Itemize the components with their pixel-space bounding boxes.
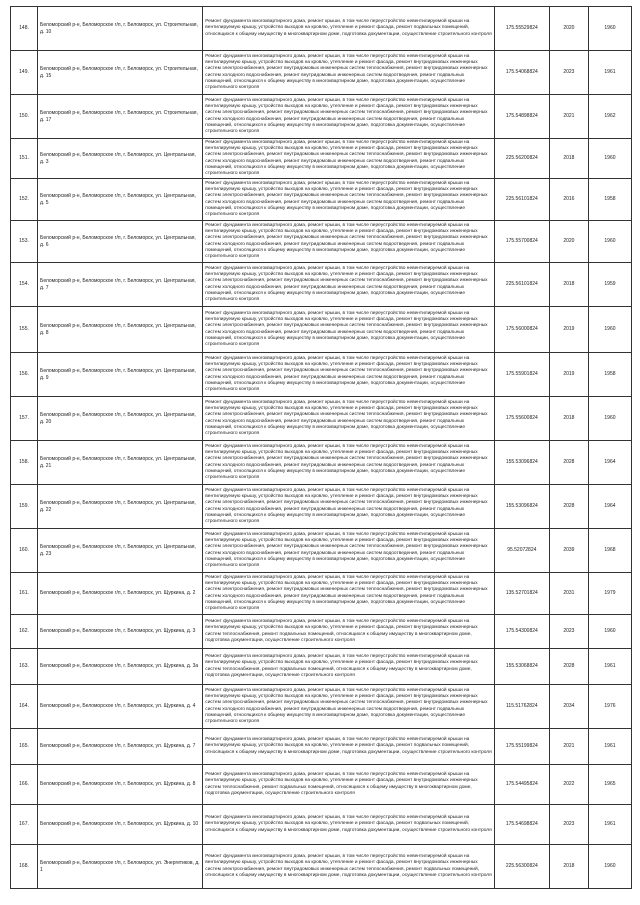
row-built-year: 1960 bbox=[588, 307, 631, 353]
row-number: 149. bbox=[11, 51, 38, 95]
row-number: 166. bbox=[11, 765, 38, 805]
row-planned-year: 2016 bbox=[549, 179, 588, 221]
row-address: Беломорский р-н, Беломорское г/п, г. Беломорск, ул. Центральная, д. 7 bbox=[38, 263, 203, 307]
row-built-year: 1962 bbox=[588, 95, 631, 139]
row-description: Ремонт фундамента многоквартирного дома, ремонт крыши, в том числе переустройство невентилируемой крыши на вентилируемую крышу, устройство выходов на кровлю, утепление и ремонт фасада, ремонт внутридомовых инженерных систем электроснабжения, ремонт внутридомовых инженерных систем теплоснабжения, ремонт внутридомовых инженерных систем холодного водоснабжения, ремонт внутридомовых инженерных систем водоотведения, ремонт подвальных помещений, относящихся к общему имуществу в многоквартирном доме, подготовка документации, осуществление строительного контроля bbox=[203, 485, 494, 529]
row-planned-year: 2022 bbox=[549, 765, 588, 805]
row-address: Беломорский р-н, Беломорское г/п, г. Беломорск, ул. Центральная, д. 6 bbox=[38, 221, 203, 263]
table-row bbox=[11, 179, 632, 221]
row-cost: 175.54300824 bbox=[494, 615, 549, 649]
row-description: Ремонт фундамента многоквартирного дома, ремонт крыши, в том числе переустройство невентилируемой крыши на вентилируемую крышу, устройство выходов на кровлю, утепление и ремонт фасада, ремонт внутридомовых инженерных систем электроснабжения, ремонт внутридомовых инженерных систем теплоснабжения, ремонт внутридомовых инженерных систем холодного водоснабжения, ремонт внутридомовых инженерных систем водоотведения, ремонт подвальных помещений, относящихся к общему имуществу в многоквартирном доме, подготовка документации, осуществление строительного контроля bbox=[203, 307, 494, 353]
table-row bbox=[11, 353, 632, 397]
row-planned-year: 2023 bbox=[549, 51, 588, 95]
row-description: Ремонт фундамента многоквартирного дома, ремонт крыши, в том числе переустройство невентилируемой крыши на вентилируемую крышу, устройство выходов на кровлю, утепление и ремонт фасада, ремонт подвальных помещений, относящихся к общему имуществу в многоквартирном доме, подготовка документации, осуществление строительного контроля bbox=[203, 729, 494, 765]
table-row bbox=[11, 139, 632, 179]
row-description: Ремонт фундамента многоквартирного дома, ремонт крыши, в том числе переустройство невентилируемой крыши на вентилируемую крышу, устройство выходов на кровлю, утепление и ремонт фасада, ремонт внутридомовых инженерных систем электроснабжения, ремонт внутридомовых инженерных систем теплоснабжения, ремонт внутридомовых инженерных систем холодного водоснабжения, ремонт внутридомовых инженерных систем водоотведения, ремонт подвальных помещений, относящихся к общему имуществу в многоквартирном доме, подготовка документации, осуществление строительного контроля bbox=[203, 179, 494, 221]
row-number: 157. bbox=[11, 397, 38, 441]
row-built-year: 1976 bbox=[588, 685, 631, 729]
row-cost: 175.54898824 bbox=[494, 95, 549, 139]
row-number: 164. bbox=[11, 685, 38, 729]
row-built-year: 1960 bbox=[588, 139, 631, 179]
row-cost: 225.56101824 bbox=[494, 179, 549, 221]
row-built-year: 1968 bbox=[588, 529, 631, 573]
row-description: Ремонт фундамента многоквартирного дома, ремонт крыши, в том числе переустройство невентилируемой крыши на вентилируемую крышу, устройство выходов на кровлю, утепление и ремонт фасада, ремонт внутридомовых инженерных систем электроснабжения, ремонт внутридомовых инженерных систем теплоснабжения, ремонт внутридомовых инженерных систем холодного водоснабжения, ремонт внутридомовых инженерных систем водоотведения, ремонт подвальных помещений, относящихся к общему имуществу в многоквартирном доме, подготовка документации, осуществление строительного контроля bbox=[203, 95, 494, 139]
row-planned-year: 2019 bbox=[549, 353, 588, 397]
row-description: Ремонт фундамента многоквартирного дома, ремонт крыши, в том числе переустройство невентилируемой крыши на вентилируемую крышу, устройство выходов на кровлю, утепление и ремонт фасада, ремонт внутридомовых инженерных систем электроснабжения, ремонт внутридомовых инженерных систем теплоснабжения, ремонт внутридомовых инженерных систем холодного водоснабжения, ремонт внутридомовых инженерных систем водоотведения, ремонт подвальных помещений, относящихся к общему имуществу в многоквартирном доме, подготовка документации, осуществление строительного контроля bbox=[203, 139, 494, 179]
row-cost: 95.52072824 bbox=[494, 529, 549, 573]
row-planned-year: 2028 bbox=[549, 441, 588, 485]
row-cost: 225.56101824 bbox=[494, 263, 549, 307]
row-built-year: 1964 bbox=[588, 441, 631, 485]
row-description: Ремонт фундамента многоквартирного дома, ремонт крыши, в том числе переустройство невентилируемой крыши на вентилируемую крышу, устройство выходов на кровлю, утепление и ремонт фасада, ремонт внутридомовых инженерных систем электроснабжения, ремонт внутридомовых инженерных систем теплоснабжения, ремонт внутридомовых инженерных систем холодного водоснабжения, ремонт внутридомовых инженерных систем водоотведения, ремонт подвальных помещений, относящихся к общему имуществу в многоквартирном доме, подготовка документации, осуществление строительного контроля bbox=[203, 441, 494, 485]
document-page bbox=[10, 6, 632, 889]
row-description: Ремонт фундамента многоквартирного дома, ремонт крыши, в том числе переустройство невентилируемой крыши на вентилируемую крышу, устройство выходов на кровлю, утепление и ремонт фасада, ремонт внутридомовых инженерных систем электроснабжения, ремонт внутридомовых инженерных систем теплоснабжения, ремонт внутридомовых инженерных систем холодного водоснабжения, ремонт внутридомовых инженерных систем водоотведения, ремонт подвальных помещений, относящихся к общему имуществу в многоквартирном доме, подготовка документации, осуществление строительного контроля bbox=[203, 573, 494, 615]
row-number: 151. bbox=[11, 139, 38, 179]
row-address: Беломорский р-н, Беломорское г/п, г. Беломорск, ул. Центральная, д. 3 bbox=[38, 139, 203, 179]
row-address: Беломорский р-н, Беломорское г/п, г. Беломорск, ул. Щуркина, д. 3 bbox=[38, 615, 203, 649]
row-cost: 175.55600824 bbox=[494, 397, 549, 441]
row-cost: 175.56000824 bbox=[494, 307, 549, 353]
row-planned-year: 2028 bbox=[549, 649, 588, 685]
row-built-year: 1961 bbox=[588, 51, 631, 95]
row-address: Беломорский р-н, Беломорское г/п, г. Беломорск, ул. Щуркина, д. 2 bbox=[38, 573, 203, 615]
row-planned-year: 2018 bbox=[549, 263, 588, 307]
row-number: 165. bbox=[11, 729, 38, 765]
row-cost: 225.56200824 bbox=[494, 139, 549, 179]
row-cost: 225.56300824 bbox=[494, 845, 549, 889]
row-number: 150. bbox=[11, 95, 38, 139]
table-row bbox=[11, 441, 632, 485]
row-planned-year: 2018 bbox=[549, 397, 588, 441]
row-address: Беломорский р-н, Беломорское г/п, г. Беломорск, ул. Щуркина, д. 3а bbox=[38, 649, 203, 685]
row-description: Ремонт фундамента многоквартирного дома, ремонт крыши, в том числе переустройство невентилируемой крыши на вентилируемую крышу, устройство выходов на кровлю, утепление и ремонт фасада, ремонт внутридомовых инженерных систем электроснабжения, ремонт внутридомовых инженерных систем теплоснабжения, ремонт внутридомовых инженерных систем холодного водоснабжения, ремонт внутридомовых инженерных систем водоотведения, ремонт подвальных помещений, относящихся к общему имуществу в многоквартирном доме, подготовка документации, осуществление строительного контроля bbox=[203, 263, 494, 307]
row-description: Ремонт фундамента многоквартирного дома, ремонт крыши, в том числе переустройство невентилируемой крыши на вентилируемую крышу, устройство выходов на кровлю, утепление и ремонт фасада, ремонт внутридомовых инженерных систем теплоснабжения, ремонт подвальных помещений, относящихся к общему имуществу в многоквартирном доме, подготовка документации, осуществление строительного контроля bbox=[203, 615, 494, 649]
row-description: Ремонт фундамента многоквартирного дома, ремонт крыши, в том числе переустройство невентилируемой крыши на вентилируемую крышу, устройство выходов на кровлю, утепление и ремонт фасада, ремонт внутридомовых инженерных систем электроснабжения, ремонт внутридомовых инженерных систем теплоснабжения, ремонт внутридомовых инженерных систем холодного водоснабжения, ремонт внутридомовых инженерных систем водоотведения, ремонт подвальных помещений, относящихся к общему имуществу в многоквартирном доме, подготовка документации, осуществление строительного контроля bbox=[203, 221, 494, 263]
row-built-year: 1958 bbox=[588, 353, 631, 397]
row-built-year: 1965 bbox=[588, 765, 631, 805]
table-row bbox=[11, 615, 632, 649]
row-number: 152. bbox=[11, 179, 38, 221]
row-cost: 115.51762824 bbox=[494, 685, 549, 729]
row-description: Ремонт фундамента многоквартирного дома, ремонт крыши, в том числе переустройство невентилируемой крыши на вентилируемую крышу, устройство выходов на кровлю, утепление и ремонт фасада, ремонт внутридомовых инженерных систем электроснабжения, ремонт внутридомовых инженерных систем теплоснабжения, ремонт внутридомовых инженерных систем холодного водоснабжения, ремонт внутридомовых инженерных систем водоотведения, ремонт подвальных помещений, относящихся к общему имуществу в многоквартирном доме, подготовка документации, осуществление строительного контроля bbox=[203, 685, 494, 729]
table-row bbox=[11, 485, 632, 529]
row-number: 162. bbox=[11, 615, 38, 649]
row-cost: 175.54495824 bbox=[494, 765, 549, 805]
row-number: 159. bbox=[11, 485, 38, 529]
row-cost: 175.55901824 bbox=[494, 353, 549, 397]
table-row bbox=[11, 51, 632, 95]
row-planned-year: 2028 bbox=[549, 485, 588, 529]
table-row bbox=[11, 307, 632, 353]
row-built-year: 1959 bbox=[588, 263, 631, 307]
table-row bbox=[11, 805, 632, 845]
row-address: Беломорский р-н, Беломорское г/п, г. Беломорск, ул. Центральная, д. 23 bbox=[38, 529, 203, 573]
row-planned-year: 2034 bbox=[549, 685, 588, 729]
row-address: Беломорский р-н, Беломорское г/п, г. Беломорск, ул. Центральная, д. 5 bbox=[38, 179, 203, 221]
row-built-year: 1960 bbox=[588, 397, 631, 441]
row-address: Беломорский р-н, Беломорское г/п, г. Беломорск, ул. Строительная, д. 17 bbox=[38, 95, 203, 139]
row-planned-year: 2020 bbox=[549, 221, 588, 263]
table-row bbox=[11, 649, 632, 685]
row-planned-year: 2021 bbox=[549, 729, 588, 765]
row-number: 148. bbox=[11, 7, 38, 51]
row-address: Беломорский р-н, Беломорское г/п, г. Беломорск, ул. Щуркина, д. 10 bbox=[38, 805, 203, 845]
row-built-year: 1961 bbox=[588, 805, 631, 845]
row-built-year: 1961 bbox=[588, 729, 631, 765]
table-row bbox=[11, 7, 632, 51]
row-description: Ремонт фундамента многоквартирного дома, ремонт крыши, в том числе переустройство невентилируемой крыши на вентилируемую крышу, устройство выходов на кровлю, утепление и ремонт фасада, ремонт внутридомовых инженерных систем теплоснабжения, ремонт подвальных помещений, относящихся к общему имуществу в многоквартирном доме, подготовка документации, осуществление строительного контроля bbox=[203, 765, 494, 805]
row-description: Ремонт фундамента многоквартирного дома, ремонт крыши, в том числе переустройство невентилируемой крыши на вентилируемую крышу, устройство выходов на кровлю, утепление и ремонт фасада, ремонт подвальных помещений, относящихся к общему имуществу в многоквартирном доме, подготовка документации, осуществление строительного контроля bbox=[203, 7, 494, 51]
row-cost: 155.53096824 bbox=[494, 441, 549, 485]
row-built-year: 1960 bbox=[588, 221, 631, 263]
row-cost: 135.52701824 bbox=[494, 573, 549, 615]
row-address: Беломорский р-н, Беломорское г/п, г. Беломорск, ул. Центральная, д. 9 bbox=[38, 353, 203, 397]
row-address: Беломорский р-н, Беломорское г/п, г. Беломорск, ул. Центральная, д. 21 bbox=[38, 441, 203, 485]
row-number: 153. bbox=[11, 221, 38, 263]
row-built-year: 1960 bbox=[588, 615, 631, 649]
row-cost: 175.55529824 bbox=[494, 7, 549, 51]
row-number: 160. bbox=[11, 529, 38, 573]
table-row bbox=[11, 573, 632, 615]
row-built-year: 1960 bbox=[588, 845, 631, 889]
row-number: 167. bbox=[11, 805, 38, 845]
row-number: 158. bbox=[11, 441, 38, 485]
table-row bbox=[11, 765, 632, 805]
row-planned-year: 2019 bbox=[549, 307, 588, 353]
row-description: Ремонт фундамента многоквартирного дома, ремонт крыши, в том числе переустройство невентилируемой крыши на вентилируемую крышу, устройство выходов на кровлю, утепление и ремонт фасада, ремонт внутридомовых инженерных систем электроснабжения, ремонт внутридомовых инженерных систем теплоснабжения, ремонт внутридомовых инженерных систем холодного водоснабжения, ремонт внутридомовых инженерных систем водоотведения, ремонт подвальных помещений, относящихся к общему имуществу в многоквартирном доме, подготовка документации, осуществление строительного контроля bbox=[203, 529, 494, 573]
row-built-year: 1964 bbox=[588, 485, 631, 529]
row-built-year: 1958 bbox=[588, 179, 631, 221]
row-planned-year: 2018 bbox=[549, 139, 588, 179]
row-planned-year: 2023 bbox=[549, 805, 588, 845]
table-row bbox=[11, 221, 632, 263]
row-number: 161. bbox=[11, 573, 38, 615]
row-address: Беломорский р-н, Беломорское г/п, г. Беломорск, ул. Щуркина, д. 7 bbox=[38, 729, 203, 765]
row-address: Беломорский р-н, Беломорское г/п, г. Беломорск, ул. Щуркина, д. 8 bbox=[38, 765, 203, 805]
table-row bbox=[11, 729, 632, 765]
row-address: Беломорский р-н, Беломорское г/п, г. Беломорск, ул. Строительная, д. 10 bbox=[38, 7, 203, 51]
table-row bbox=[11, 529, 632, 573]
row-address: Беломорский р-н, Беломорское г/п, г. Беломорск, ул. Центральная, д. 8 bbox=[38, 307, 203, 353]
row-planned-year: 2039 bbox=[549, 529, 588, 573]
row-description: Ремонт фундамента многоквартирного дома, ремонт крыши, в том числе переустройство невентилируемой крыши на вентилируемую крышу, устройство выходов на кровлю, утепление и ремонт фасада, ремонт подвальных помещений, относящихся к общему имуществу в многоквартирном доме, подготовка документации, осуществление строительного контроля bbox=[203, 805, 494, 845]
table-row bbox=[11, 685, 632, 729]
row-address: Беломорский р-н, Беломорское г/п, г. Беломорск, ул. Строительная, д. 15 bbox=[38, 51, 203, 95]
row-planned-year: 2018 bbox=[549, 845, 588, 889]
row-description: Ремонт фундамента многоквартирного дома, ремонт крыши, в том числе переустройство невентилируемой крыши на вентилируемую крышу, устройство выходов на кровлю, утепление и ремонт фасада, ремонт внутридомовых инженерных систем электроснабжения, ремонт внутридомовых инженерных систем теплоснабжения, ремонт внутридомовых инженерных систем холодного водоснабжения, ремонт внутридомовых инженерных систем водоотведения, ремонт подвальных помещений, относящихся к общему имуществу в многоквартирном доме, подготовка документации, осуществление строительного контроля bbox=[203, 397, 494, 441]
row-cost: 175.55199824 bbox=[494, 729, 549, 765]
row-cost: 155.53068824 bbox=[494, 649, 549, 685]
capital-repair-table bbox=[10, 6, 632, 889]
row-description: Ремонт фундамента многоквартирного дома, ремонт крыши, в том числе переустройство невентилируемой крыши на вентилируемую крышу, устройство выходов на кровлю, утепление и ремонт фасада, ремонт внутридомовых инженерных систем электроснабжения, ремонт внутридомовых инженерных систем теплоснабжения, ремонт внутридомовых инженерных систем холодного водоснабжения, ремонт внутридомовых инженерных систем водоотведения, ремонт подвальных помещений, относящихся к общему имуществу в многоквартирном доме, подготовка документации, осуществление строительного контроля bbox=[203, 51, 494, 95]
row-cost: 175.55700824 bbox=[494, 221, 549, 263]
table-row bbox=[11, 263, 632, 307]
row-planned-year: 2021 bbox=[549, 95, 588, 139]
row-description: Ремонт фундамента многоквартирного дома, ремонт крыши, в том числе переустройство невентилируемой крыши на вентилируемую крышу, устройство выходов на кровлю, утепление и ремонт фасада, ремонт внутридомовых инженерных систем электроснабжения, ремонт внутридомовых инженерных систем теплоснабжения, ремонт подвальных помещений, относящихся к общему имуществу в многоквартирном доме, подготовка документации, осуществление строительного контроля bbox=[203, 845, 494, 889]
row-planned-year: 2023 bbox=[549, 615, 588, 649]
row-description: Ремонт фундамента многоквартирного дома, ремонт крыши, в том числе переустройство невентилируемой крыши на вентилируемую крышу, устройство выходов на кровлю, утепление и ремонт фасада, ремонт внутридомовых инженерных систем электроснабжения, ремонт внутридомовых инженерных систем теплоснабжения, ремонт внутридомовых инженерных систем холодного водоснабжения, ремонт внутридомовых инженерных систем водоотведения, ремонт подвальных помещений, относящихся к общему имуществу в многоквартирном доме, подготовка документации, осуществление строительного контроля bbox=[203, 353, 494, 397]
row-address: Беломорский р-н, Беломорское г/п, г. Беломорск, ул. Щуркина, д. 4 bbox=[38, 685, 203, 729]
row-address: Беломорский р-н, Беломорское г/п, г. Беломорск, ул. Центральная, д. 20 bbox=[38, 397, 203, 441]
row-number: 168. bbox=[11, 845, 38, 889]
table-row bbox=[11, 95, 632, 139]
row-planned-year: 2020 bbox=[549, 7, 588, 51]
row-planned-year: 2031 bbox=[549, 573, 588, 615]
row-built-year: 1960 bbox=[588, 7, 631, 51]
table-body bbox=[11, 7, 632, 889]
row-number: 155. bbox=[11, 307, 38, 353]
row-number: 156. bbox=[11, 353, 38, 397]
row-number: 163. bbox=[11, 649, 38, 685]
row-cost: 175.54068824 bbox=[494, 51, 549, 95]
row-built-year: 1979 bbox=[588, 573, 631, 615]
table-row bbox=[11, 397, 632, 441]
row-description: Ремонт фундамента многоквартирного дома, ремонт крыши, в том числе переустройство невентилируемой крыши на вентилируемую крышу, устройство выходов на кровлю, утепление и ремонт фасада, ремонт внутридомовых инженерных систем теплоснабжения, ремонт подвальных помещений, относящихся к общему имуществу в многоквартирном доме, подготовка документации, осуществление строительного контроля bbox=[203, 649, 494, 685]
table-row bbox=[11, 845, 632, 889]
row-cost: 175.54698824 bbox=[494, 805, 549, 845]
row-cost: 155.53096824 bbox=[494, 485, 549, 529]
row-number: 154. bbox=[11, 263, 38, 307]
row-address: Беломорский р-н, Беломорское г/п, г. Беломорск, ул. Энергетиков, д. 1 bbox=[38, 845, 203, 889]
row-built-year: 1961 bbox=[588, 649, 631, 685]
row-address: Беломорский р-н, Беломорское г/п, г. Беломорск, ул. Центральная, д. 22 bbox=[38, 485, 203, 529]
